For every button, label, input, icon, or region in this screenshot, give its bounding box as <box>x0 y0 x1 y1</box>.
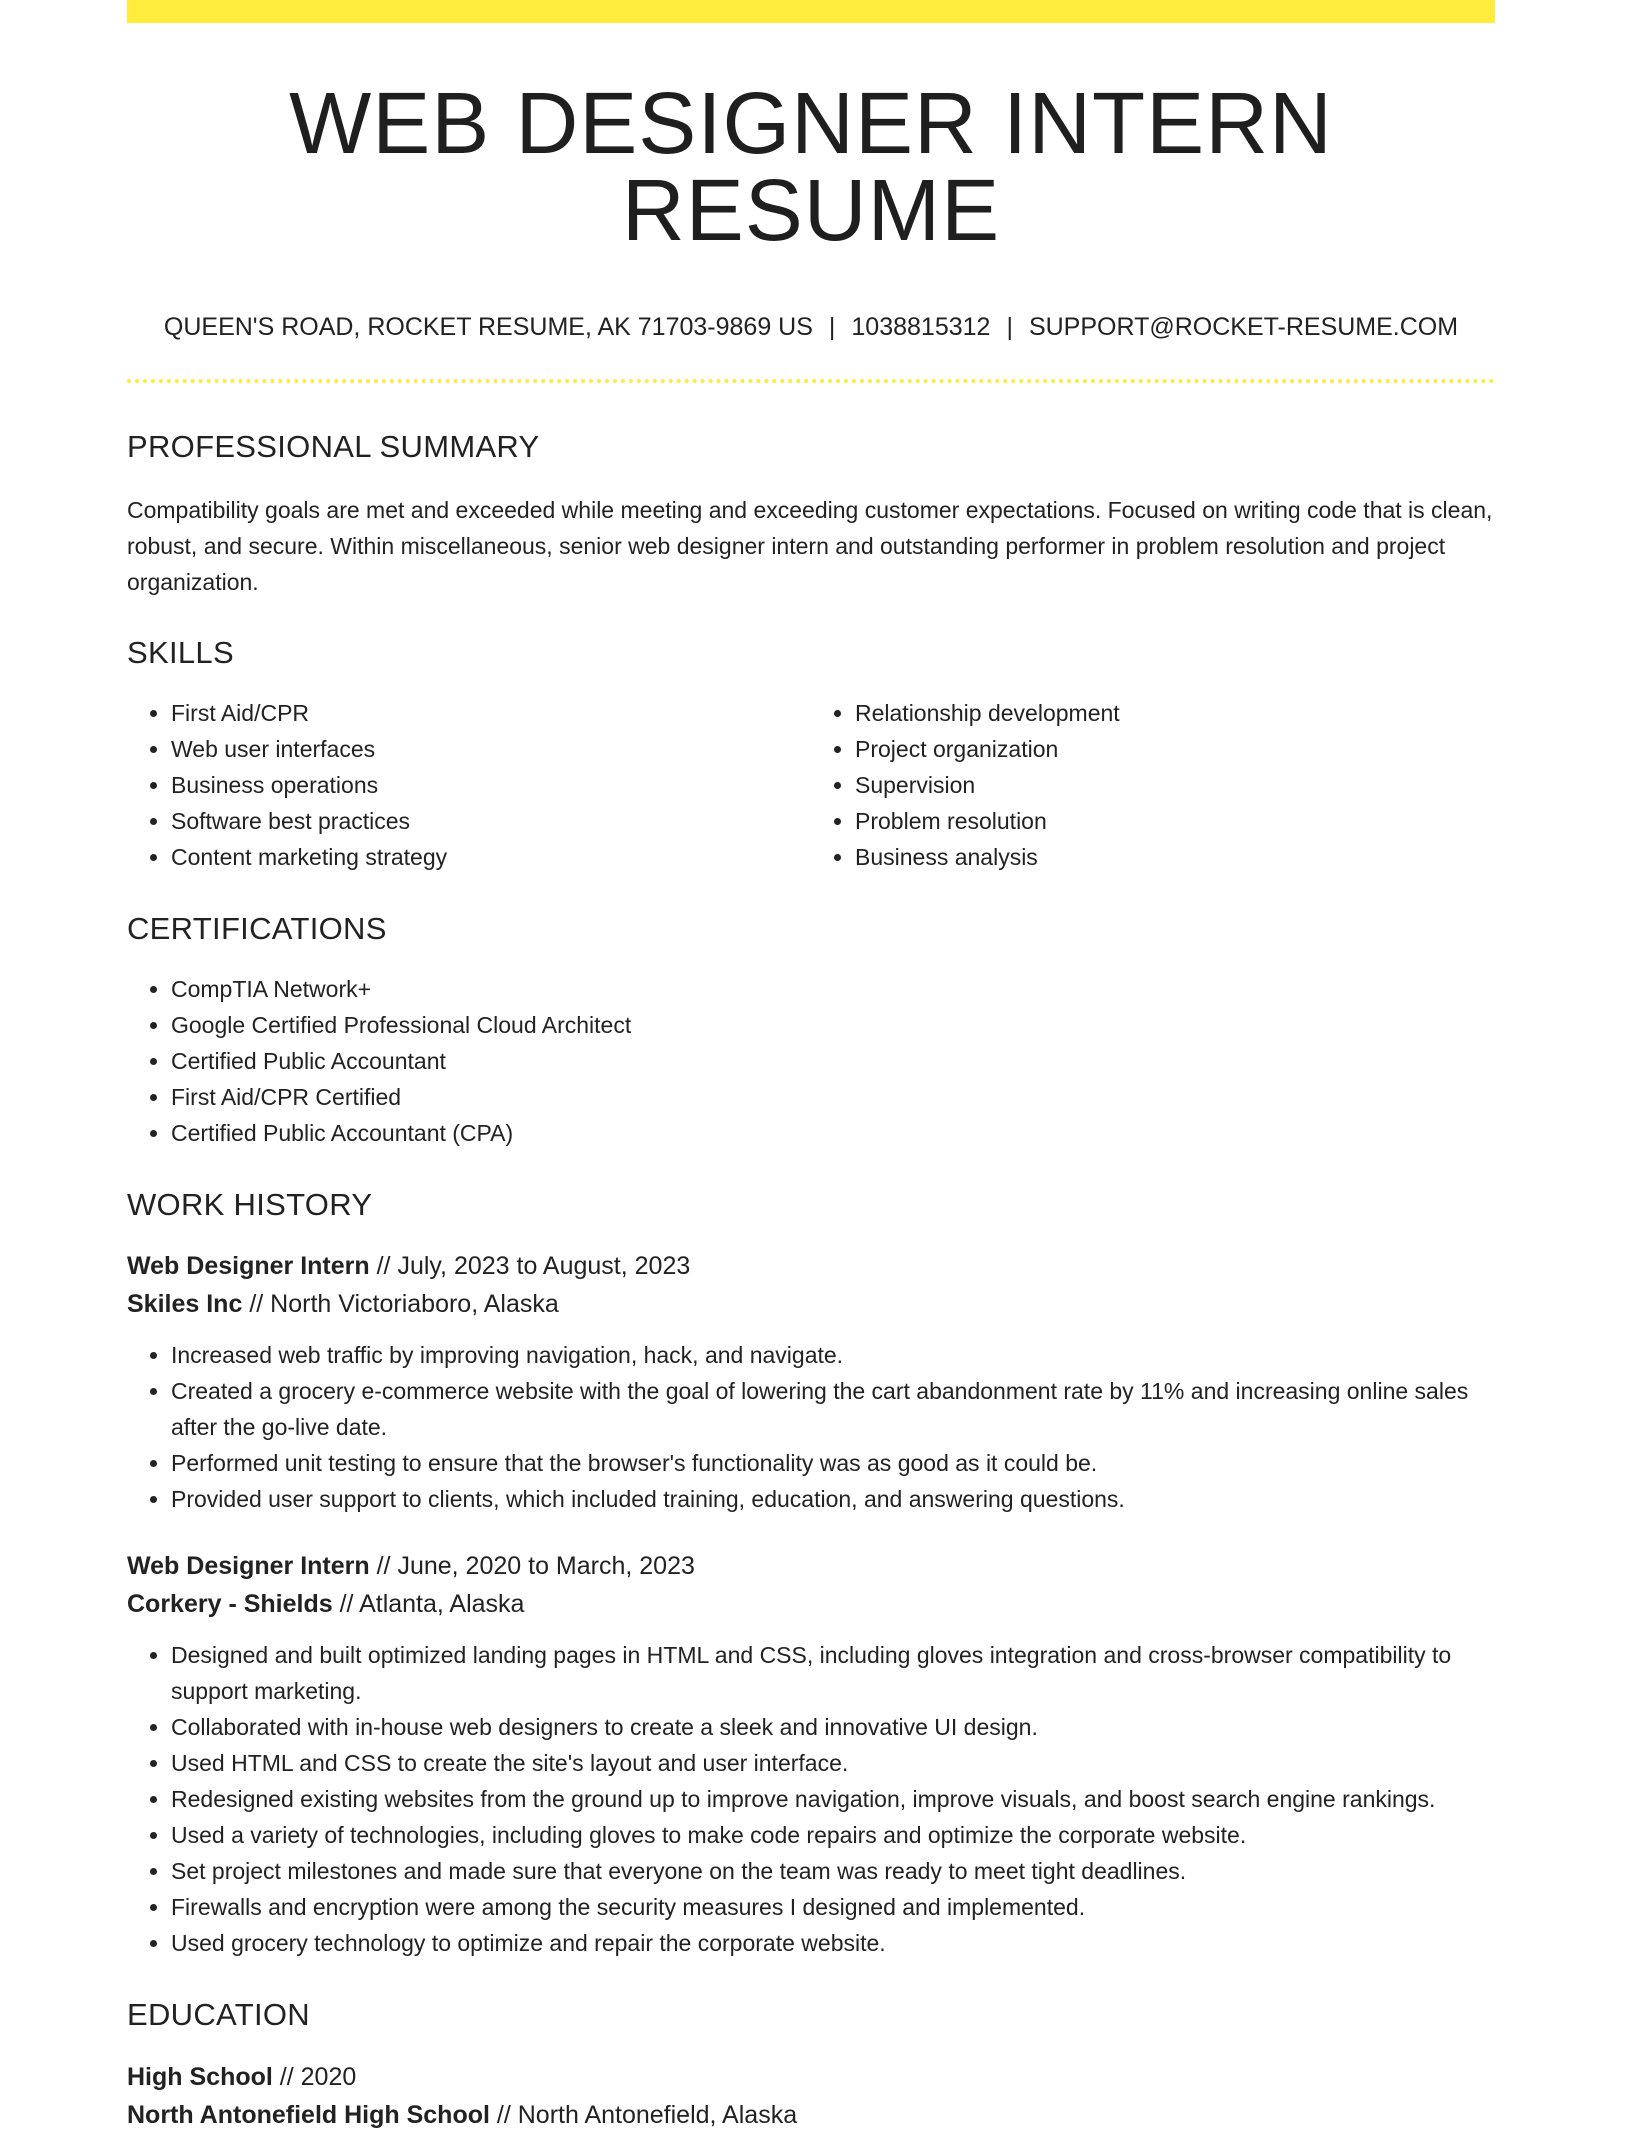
skills-columns <box>127 695 1495 875</box>
resume-page <box>127 0 1495 2134</box>
education-school: North Antonefield High School <box>127 2101 490 2129</box>
education-degree-line <box>127 2058 1495 2096</box>
job-bullet: • Increased web traffic by improving navigation, hack, and navigate. <box>171 1337 1495 1373</box>
job-bullet: • Performed unit testing to ensure that the browser's functionality was as good as it could be. <box>171 1445 1495 1481</box>
certification-item: • CompTIA Network+ <box>171 971 1495 1007</box>
job-location: Atlanta, Alaska <box>359 1590 525 1618</box>
skill-item: • Problem resolution <box>855 803 1495 839</box>
summary-text: Compatibility goals are met and exceeded while meeting and exceeding customer expectations. Focused on writing code that is clean, robust, and secure. Within miscellaneous, senior web designer intern and outstanding performer in problem resolution and project organization. <box>127 497 1493 595</box>
certification-item: • Google Certified Professional Cloud Architect <box>171 1007 1495 1043</box>
contact-address: QUEEN'S ROAD, ROCKET RESUME, AK 71703-9869 US <box>163 313 813 341</box>
contact-phone: 1038815312 <box>851 313 991 341</box>
job-dates: July, 2023 to August, 2023 <box>397 1252 691 1280</box>
certification-item: • Certified Public Accountant (CPA) <box>171 1115 1495 1151</box>
education-delimiter: // <box>279 2063 294 2091</box>
skill-item: • First Aid/CPR <box>171 695 811 731</box>
job-delimiter: // <box>376 1252 391 1280</box>
dotted-divider <box>127 379 1495 383</box>
skill-item: • Project organization <box>855 731 1495 767</box>
job-bullet: • Used HTML and CSS to create the site's layout and user interface. <box>171 1745 1495 1781</box>
job-bullet: • Collaborated with in-house web designers to create a sleek and innovative UI design. <box>171 1709 1495 1745</box>
job-bullet: • Firewalls and encryption were among the security measures I designed and implemented. <box>171 1889 1495 1925</box>
job-delimiter: // <box>339 1590 354 1618</box>
job-bullet: • Created a grocery e-commerce website with the goal of lowering the cart abandonment rate by 11% and increasing online sales after the go-live date. <box>171 1373 1495 1445</box>
education-year: 2020 <box>300 2063 357 2091</box>
contact-separator: | <box>1006 313 1013 341</box>
skills-list-right <box>811 695 1495 875</box>
contact-separator: | <box>828 313 836 341</box>
work-history-heading: WORK HISTORY <box>127 1187 373 1222</box>
skill-item: • Content marketing strategy <box>171 839 811 875</box>
job-title-line <box>127 1547 1495 1585</box>
job-location: North Victoriaboro, Alaska <box>270 1290 559 1318</box>
summary-heading: PROFESSIONAL SUMMARY <box>127 429 540 464</box>
job-company: Corkery - Shields <box>127 1590 333 1618</box>
education-degree: High School <box>127 2063 273 2091</box>
job-bullet: • Provided user support to clients, which included training, education, and answering questions. <box>171 1481 1495 1517</box>
job-role: Web Designer Intern <box>127 1552 370 1580</box>
job-role: Web Designer Intern <box>127 1252 370 1280</box>
job-dates: June, 2020 to March, 2023 <box>397 1552 695 1580</box>
skills-list-left <box>127 695 811 875</box>
skill-item: • Business operations <box>171 767 811 803</box>
job-bullet: • Set project milestones and made sure that everyone on the team was ready to meet tight deadlines. <box>171 1853 1495 1889</box>
accent-top-bar <box>127 0 1495 23</box>
education-location: North Antonefield, Alaska <box>517 2101 798 2129</box>
skill-item: • Business analysis <box>855 839 1495 875</box>
job-bullets <box>127 1637 1495 1961</box>
skills-heading: SKILLS <box>127 635 234 670</box>
job-delimiter: // <box>376 1552 391 1580</box>
skill-item: • Web user interfaces <box>171 731 811 767</box>
skill-item: • Relationship development <box>855 695 1495 731</box>
education-delimiter: // <box>496 2101 511 2129</box>
job-bullet: • Used a variety of technologies, including gloves to make code repairs and optimize the corporate website. <box>171 1817 1495 1853</box>
skill-item: • Supervision <box>855 767 1495 803</box>
job-title-line <box>127 1247 1495 1285</box>
job-company-line <box>127 1285 1495 1323</box>
job-bullets <box>127 1337 1495 1517</box>
skill-item: • Software best practices <box>171 803 811 839</box>
certification-item: • Certified Public Accountant <box>171 1043 1495 1079</box>
page-title: WEB DESIGNER INTERN RESUME <box>289 75 1333 259</box>
job-bullet: • Designed and built optimized landing pages in HTML and CSS, including gloves integration and cross-browser compatibility to support marketing. <box>171 1637 1495 1709</box>
contact-line <box>127 312 1495 342</box>
job-bullet: • Used grocery technology to optimize and repair the corporate website. <box>171 1925 1495 1961</box>
contact-email: SUPPORT@ROCKET-RESUME.COM <box>1028 313 1459 341</box>
job-company: Skiles Inc <box>127 1290 243 1318</box>
certification-item: • First Aid/CPR Certified <box>171 1079 1495 1115</box>
job-bullet: • Redesigned existing websites from the ground up to improve navigation, improve visuals, and boost search engine rankings. <box>171 1781 1495 1817</box>
job-company-line <box>127 1585 1495 1623</box>
certifications-list <box>127 971 1495 1151</box>
certifications-heading: CERTIFICATIONS <box>127 911 387 946</box>
job-delimiter: // <box>249 1290 264 1318</box>
education-heading: EDUCATION <box>127 1997 310 2032</box>
education-school-line <box>127 2096 1495 2134</box>
